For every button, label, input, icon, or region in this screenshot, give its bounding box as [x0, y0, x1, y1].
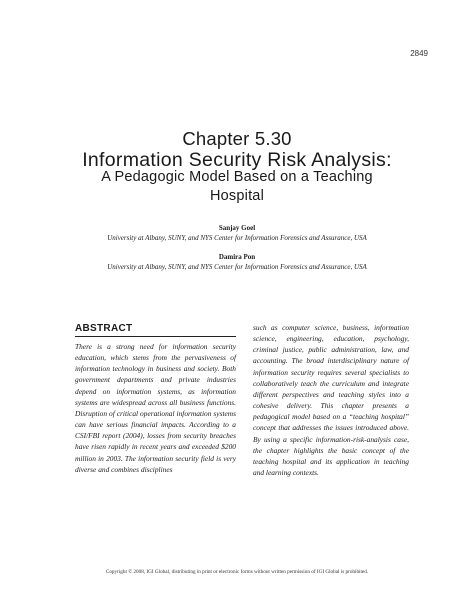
author-affiliation: University at Albany, SUNY, and NYS Center for Information Forensics and Assurance, USA — [107, 234, 367, 242]
abstract-text-left: There is a strong need for information security education, which stems from the pervasiveness of information technology in business and society. Both government departments and private industries depend on information systems, as information systems are widespread across all business functions. Disruption of critical operational information systems can have serious financial impacts. According to a CSI/FBI report (2004), losses from security breaches have risen rapidly in recent years and exceeded $200 million in 2003. The information security field is very diverse and combines disciplines — [75, 342, 236, 474]
author-name: Sanjay Goel — [218, 224, 256, 232]
author-affiliation: University at Albany, SUNY, and NYS Center for Information Forensics and Assurance, USA — [107, 263, 367, 271]
abstract-heading: ABSTRACT — [75, 323, 133, 334]
chapter-label: Chapter 5.30 — [182, 128, 292, 149]
author-name: Damira Pon — [218, 253, 256, 261]
abstract-right-column — [253, 322, 409, 478]
page-number: 2849 — [410, 49, 428, 58]
abstract-left-column — [75, 341, 236, 475]
copyright-footer: Copyright © 2008, IGI Global, distributing in print or electronic forms without written permission of IGI Global is prohibited. — [105, 569, 369, 575]
paper-subtitle: A Pedagogic Model Based on a Teaching Hospital — [101, 169, 373, 204]
abstract-rule — [75, 336, 236, 337]
abstract-text-right: such as computer science, business, information science, engineering, education, psychology, criminal justice, public administration, law, and accounting. The broad interdisciplinary nature of information security requires several specialists to collaboratively teach the curriculum and integrate different perspectives and teaching styles into a cohesive delivery. This chapter presents a pedagogical model based on a “teaching hospital” concept that addresses the issues introduced above. By using a specific information-risk-analysis case, the chapter highlights the basic concept of the teaching hospital and its application in teaching and learning contexts. — [253, 323, 409, 478]
paper-title: Information Security Risk Analysis: — [82, 149, 392, 171]
